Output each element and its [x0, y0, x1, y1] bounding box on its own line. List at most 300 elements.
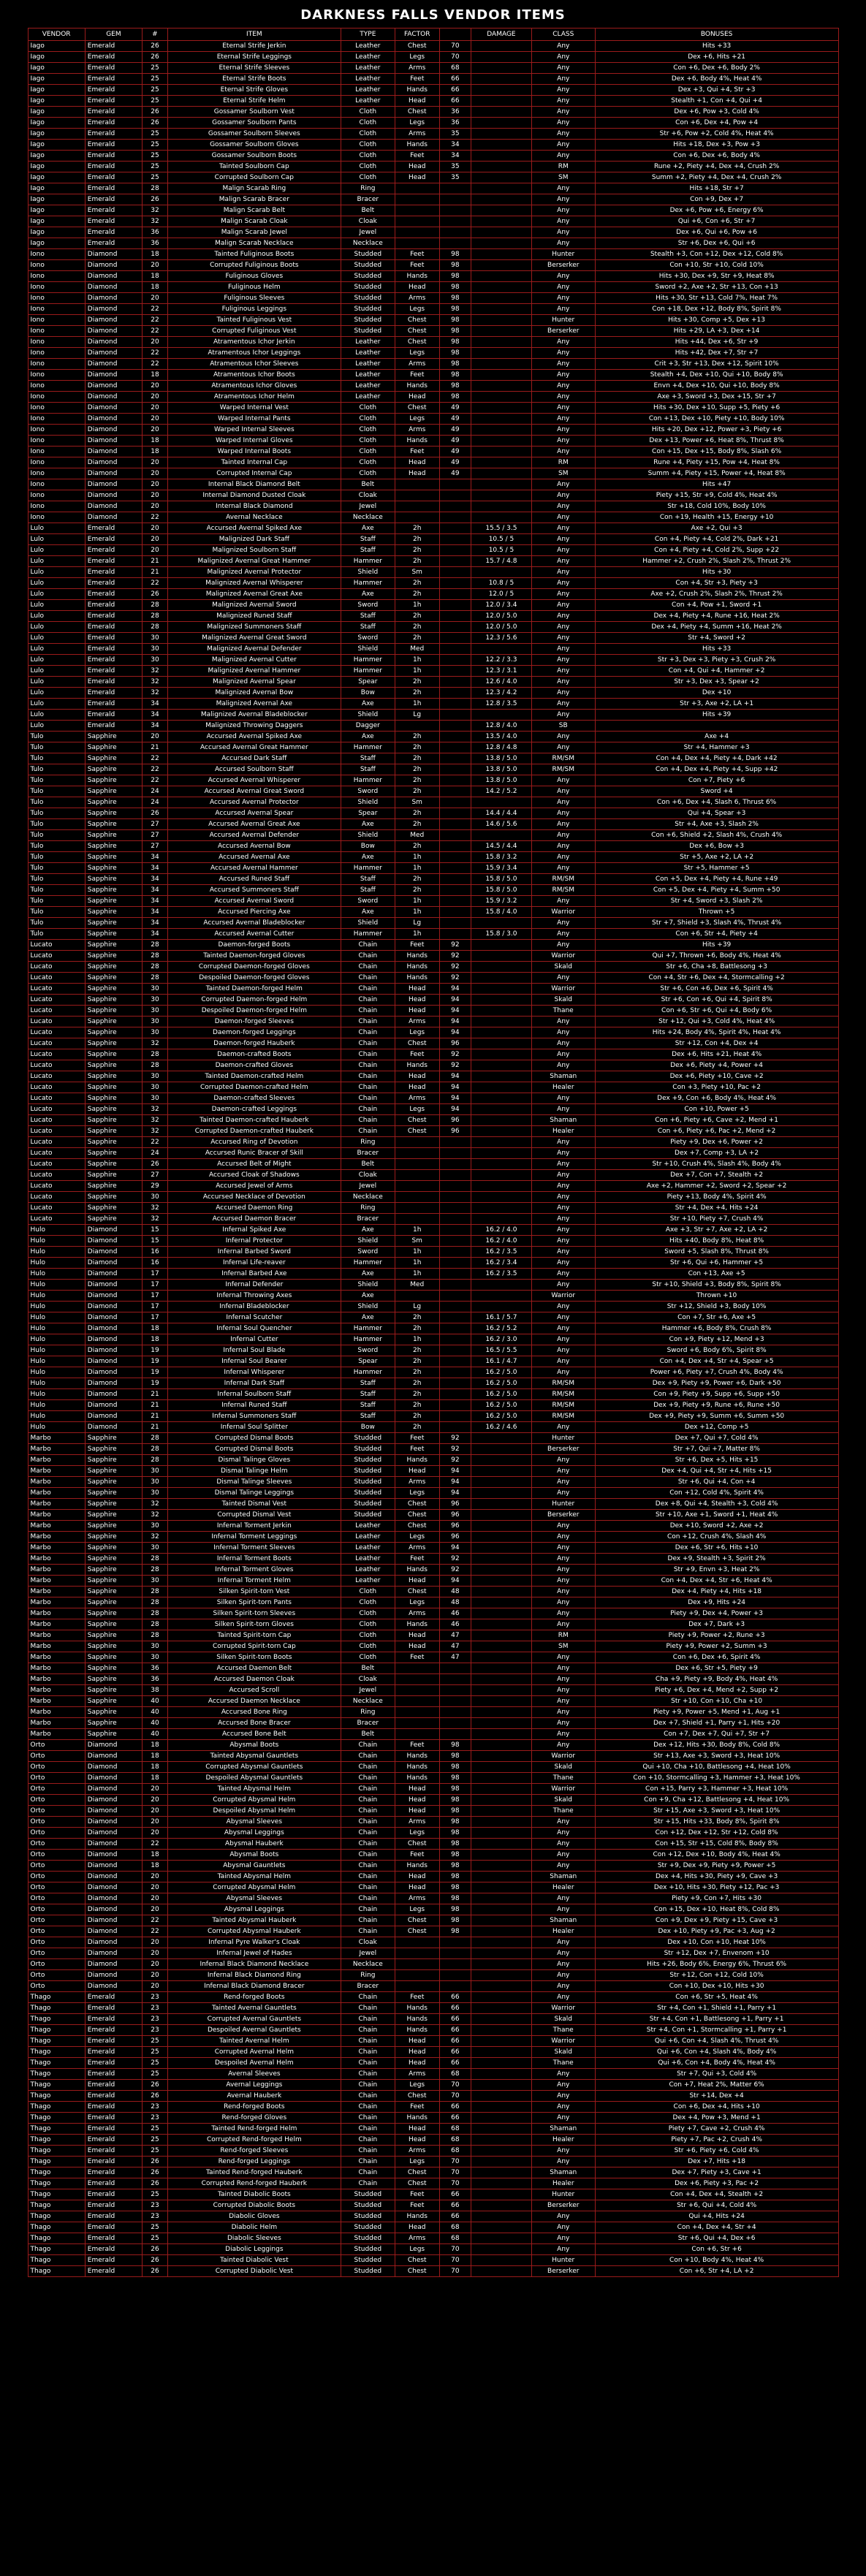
factor-value-cell: 66: [439, 2189, 471, 2200]
gem-cell: Emerald: [85, 151, 142, 162]
damage-cell: 15.8 / 5.0: [471, 885, 532, 896]
item-cell: Infernal Summoners Staff: [167, 1411, 341, 1422]
type-cell: Bracer: [341, 1718, 395, 1729]
factor-value-cell: 92: [439, 973, 471, 984]
table-row: [28, 995, 838, 1006]
vendor-cell: Lulo: [28, 688, 85, 699]
item-cell: Tainted Soulborn Cap: [167, 162, 341, 172]
table-row: [28, 1159, 838, 1170]
damage-cell: [471, 1795, 532, 1806]
gem-cell: Sapphire: [85, 852, 142, 863]
factor-value-cell: [439, 183, 471, 194]
factor-value-cell: 98: [439, 1773, 471, 1784]
number-cell: 32: [143, 1532, 168, 1543]
table-row: [28, 2047, 838, 2058]
item-cell: Eternal Strife Leggings: [167, 52, 341, 63]
item-cell: Infernal Throwing Axes: [167, 1291, 341, 1302]
item-cell: Malignized Avernal Spear: [167, 677, 341, 688]
factor-value-cell: 96: [439, 1038, 471, 1049]
item-cell: Abysmal Boots: [167, 1850, 341, 1861]
type-cell: Necklace: [341, 512, 395, 523]
damage-cell: [471, 2189, 532, 2200]
damage-cell: 13.8 / 5.0: [471, 753, 532, 764]
number-cell: 27: [143, 819, 168, 830]
gem-cell: Diamond: [85, 1378, 142, 1389]
gem-cell: Emerald: [85, 52, 142, 63]
gem-cell: Sapphire: [85, 1433, 142, 1444]
bonuses-cell: Rune +4, Piety +15, Pow +4, Heat 8%: [595, 457, 838, 468]
class-cell: Any: [531, 96, 595, 107]
table-row: [28, 918, 838, 929]
number-cell: 30: [143, 655, 168, 666]
damage-cell: [471, 1970, 532, 1981]
class-cell: Any: [531, 1992, 595, 2003]
gem-cell: Emerald: [85, 523, 142, 534]
bonuses-cell: Sword +2, Axe +2, Str +13, Con +13: [595, 282, 838, 293]
factor-cell: Chest: [395, 326, 439, 337]
table-row: [28, 183, 838, 194]
factor-cell: Head: [395, 2135, 439, 2146]
bonuses-cell: Dex +9, Con +6, Body 4%, Heat 4%: [595, 1093, 838, 1104]
vendor-cell: Iago: [28, 85, 85, 96]
gem-cell: Diamond: [85, 1422, 142, 1433]
factor-cell: Feet: [395, 1554, 439, 1565]
gem-cell: Emerald: [85, 2058, 142, 2069]
factor-cell: [395, 1170, 439, 1181]
item-cell: Despoiled Avernal Gauntlets: [167, 2025, 341, 2036]
bonuses-cell: Dex +7, Piety +3, Cave +1: [595, 2167, 838, 2178]
type-cell: Cloth: [341, 1597, 395, 1608]
item-cell: Atramentous Ichor Sleeves: [167, 359, 341, 370]
table-row: [28, 1017, 838, 1027]
gem-cell: Sapphire: [85, 1729, 142, 1740]
header-class: CLASS: [531, 29, 595, 41]
gem-cell: Sapphire: [85, 1104, 142, 1115]
factor-value-cell: [439, 1345, 471, 1356]
factor-cell: 1h: [395, 666, 439, 677]
class-cell: Any: [531, 1652, 595, 1663]
gem-cell: Sapphire: [85, 1203, 142, 1214]
type-cell: Chain: [341, 2167, 395, 2178]
vendor-cell: Lulo: [28, 633, 85, 644]
class-cell: Any: [531, 589, 595, 600]
factor-value-cell: [439, 227, 471, 238]
table-row: [28, 151, 838, 162]
table-row: [28, 896, 838, 907]
factor-value-cell: 94: [439, 1006, 471, 1017]
number-cell: 18: [143, 1751, 168, 1762]
factor-value-cell: 94: [439, 984, 471, 995]
factor-cell: 2h: [395, 1312, 439, 1323]
type-cell: Chain: [341, 2102, 395, 2113]
class-cell: Shaman: [531, 1071, 595, 1082]
bonuses-cell: Con +4, Dex +4, Str +6, Heat 4%: [595, 1576, 838, 1587]
number-cell: 24: [143, 1148, 168, 1159]
damage-cell: [471, 1071, 532, 1082]
class-cell: Warrior: [531, 907, 595, 918]
item-cell: Infernal Soul Blade: [167, 1345, 341, 1356]
item-cell: Corrupted Daemon-forged Gloves: [167, 962, 341, 973]
factor-value-cell: 98: [439, 1817, 471, 1828]
class-cell: Any: [531, 940, 595, 951]
factor-value-cell: 98: [439, 1861, 471, 1872]
number-cell: 25: [143, 2069, 168, 2080]
damage-cell: [471, 1707, 532, 1718]
type-cell: Chain: [341, 1817, 395, 1828]
type-cell: Ring: [341, 1970, 395, 1981]
damage-cell: [471, 2091, 532, 2102]
number-cell: 25: [143, 2222, 168, 2233]
table-row: [28, 1027, 838, 1038]
vendor-cell: Lulo: [28, 534, 85, 545]
gem-cell: Emerald: [85, 2113, 142, 2124]
class-cell: Any: [531, 1948, 595, 1959]
factor-value-cell: 98: [439, 282, 471, 293]
class-cell: Any: [531, 1521, 595, 1532]
factor-cell: Head: [395, 2058, 439, 2069]
damage-cell: 16.2 / 4.0: [471, 1225, 532, 1236]
class-cell: Any: [531, 2113, 595, 2124]
table-row: [28, 732, 838, 742]
table-row: [28, 1137, 838, 1148]
number-cell: 40: [143, 1729, 168, 1740]
number-cell: 22: [143, 304, 168, 315]
factor-cell: Hands: [395, 2211, 439, 2222]
type-cell: Chain: [341, 2025, 395, 2036]
gem-cell: Sapphire: [85, 896, 142, 907]
item-cell: Tainted Daemon-crafted Hauberk: [167, 1115, 341, 1126]
number-cell: 28: [143, 1587, 168, 1597]
item-cell: Daemon-crafted Gloves: [167, 1060, 341, 1071]
number-cell: 25: [143, 172, 168, 183]
damage-cell: [471, 436, 532, 447]
factor-value-cell: 66: [439, 2211, 471, 2222]
factor-value-cell: [439, 1214, 471, 1225]
table-row: [28, 721, 838, 732]
number-cell: 38: [143, 1685, 168, 1696]
factor-cell: [395, 1970, 439, 1981]
number-cell: 20: [143, 1981, 168, 1992]
class-cell: Healer: [531, 2135, 595, 2146]
vendor-cell: Iago: [28, 238, 85, 249]
bonuses-cell: Str +15, Axe +3, Sword +3, Heat 10%: [595, 1806, 838, 1817]
bonuses-cell: Str +3, Axe +2, LA +1: [595, 699, 838, 710]
item-cell: Despoiled Abysmal Helm: [167, 1806, 341, 1817]
vendor-cell: Orto: [28, 1970, 85, 1981]
item-cell: Accursed Jewel of Arms: [167, 1181, 341, 1192]
item-cell: Accursed Belt of Might: [167, 1159, 341, 1170]
gem-cell: Sapphire: [85, 1718, 142, 1729]
item-cell: Warped Internal Gloves: [167, 436, 341, 447]
bonuses-cell: Con +3, Piety +10, Pac +2: [595, 1082, 838, 1093]
table-row: [28, 677, 838, 688]
gem-cell: Emerald: [85, 622, 142, 633]
bonuses-cell: Str +13, Axe +3, Sword +3, Heat 10%: [595, 1751, 838, 1762]
table-row: [28, 468, 838, 479]
class-cell: Any: [531, 1170, 595, 1181]
gem-cell: Diamond: [85, 512, 142, 523]
factor-cell: Chest: [395, 2178, 439, 2189]
table-row: [28, 1959, 838, 1970]
bonuses-cell: Hits +26, Body 6%, Energy 6%, Thrust 6%: [595, 1959, 838, 1970]
gem-cell: Diamond: [85, 479, 142, 490]
item-cell: Daemon-crafted Sleeves: [167, 1093, 341, 1104]
table-row: [28, 1937, 838, 1948]
type-cell: Chain: [341, 1071, 395, 1082]
factor-value-cell: [439, 819, 471, 830]
factor-value-cell: 94: [439, 1466, 471, 1477]
vendor-cell: Marbo: [28, 1597, 85, 1608]
factor-value-cell: 98: [439, 1795, 471, 1806]
type-cell: Belt: [341, 205, 395, 216]
gem-cell: Sapphire: [85, 1576, 142, 1587]
gem-cell: Emerald: [85, 74, 142, 85]
gem-cell: Emerald: [85, 172, 142, 183]
number-cell: 28: [143, 940, 168, 951]
factor-cell: Feet: [395, 1850, 439, 1861]
class-cell: Any: [531, 63, 595, 74]
number-cell: 32: [143, 1203, 168, 1214]
class-cell: Any: [531, 2102, 595, 2113]
factor-cell: Hands: [395, 951, 439, 962]
damage-cell: 10.8 / 5: [471, 578, 532, 589]
table-row: [28, 52, 838, 63]
type-cell: Cloth: [341, 414, 395, 425]
factor-value-cell: [439, 885, 471, 896]
table-row: [28, 1981, 838, 1992]
damage-cell: [471, 1587, 532, 1597]
item-cell: Accursed Runic Bracer of Skill: [167, 1148, 341, 1159]
factor-cell: Legs: [395, 2157, 439, 2167]
class-cell: Any: [531, 578, 595, 589]
factor-value-cell: 66: [439, 2058, 471, 2069]
bonuses-cell: Axe +2, Qui +3: [595, 523, 838, 534]
gem-cell: Emerald: [85, 2091, 142, 2102]
number-cell: 20: [143, 260, 168, 271]
type-cell: Shield: [341, 918, 395, 929]
factor-value-cell: [439, 238, 471, 249]
gem-cell: Sapphire: [85, 1696, 142, 1707]
factor-cell: Chest: [395, 1115, 439, 1126]
class-cell: Hunter: [531, 2189, 595, 2200]
factor-cell: Head: [395, 1082, 439, 1093]
damage-cell: [471, 797, 532, 808]
bonuses-cell: Con +6, Str +4, Piety +4: [595, 929, 838, 940]
vendor-cell: Marbo: [28, 1663, 85, 1674]
number-cell: 22: [143, 348, 168, 359]
table-row: [28, 1203, 838, 1214]
table-row: [28, 315, 838, 326]
item-cell: Accursed Soulborn Staff: [167, 764, 341, 775]
vendor-cell: Orto: [28, 1850, 85, 1861]
number-cell: 22: [143, 326, 168, 337]
factor-value-cell: 49: [439, 457, 471, 468]
factor-cell: [395, 1981, 439, 1992]
type-cell: Cloth: [341, 457, 395, 468]
class-cell: Any: [531, 1685, 595, 1696]
table-row: [28, 1367, 838, 1378]
table-row: [28, 2167, 838, 2178]
gem-cell: Diamond: [85, 403, 142, 414]
item-cell: Gossamer Soulborn Sleeves: [167, 129, 341, 140]
item-cell: Warped Internal Vest: [167, 403, 341, 414]
vendor-cell: Thago: [28, 2255, 85, 2266]
gem-cell: Emerald: [85, 589, 142, 600]
class-cell: Any: [531, 1049, 595, 1060]
factor-cell: Arms: [395, 1543, 439, 1554]
class-cell: Warrior: [531, 1291, 595, 1302]
damage-cell: [471, 1203, 532, 1214]
damage-cell: [471, 1181, 532, 1192]
type-cell: Bracer: [341, 194, 395, 205]
type-cell: Axe: [341, 1291, 395, 1302]
type-cell: Leather: [341, 1576, 395, 1587]
bonuses-cell: Con +6, Dex +4, Pow +4: [595, 118, 838, 129]
type-cell: Spear: [341, 677, 395, 688]
factor-cell: Head: [395, 2047, 439, 2058]
item-cell: Silken Spirit-torn Vest: [167, 1587, 341, 1597]
table-row: [28, 1904, 838, 1915]
number-cell: 32: [143, 677, 168, 688]
bonuses-cell: Con +13, Dex +10, Piety +10, Body 10%: [595, 414, 838, 425]
class-cell: Shaman: [531, 1872, 595, 1882]
factor-cell: 1h: [395, 1247, 439, 1258]
gem-cell: Sapphire: [85, 1082, 142, 1093]
item-cell: Daemon-forged Boots: [167, 940, 341, 951]
item-cell: Infernal Torment Gloves: [167, 1565, 341, 1576]
gem-cell: Sapphire: [85, 1455, 142, 1466]
type-cell: Belt: [341, 1159, 395, 1170]
vendor-cell: Marbo: [28, 1554, 85, 1565]
factor-value-cell: [439, 523, 471, 534]
factor-cell: [395, 227, 439, 238]
gem-cell: Sapphire: [85, 1060, 142, 1071]
bonuses-cell: Str +4, Sword +2: [595, 633, 838, 644]
item-cell: Accursed Avernal Hammer: [167, 863, 341, 874]
factor-cell: Hands: [395, 2014, 439, 2025]
damage-cell: 16.2 / 5.0: [471, 1400, 532, 1411]
type-cell: Cloth: [341, 447, 395, 457]
vendor-cell: Marbo: [28, 1587, 85, 1597]
number-cell: 34: [143, 929, 168, 940]
gem-cell: Diamond: [85, 293, 142, 304]
bonuses-cell: Power +6, Piety +7, Crush 4%, Body 4%: [595, 1367, 838, 1378]
vendor-cell: Iago: [28, 227, 85, 238]
item-cell: Gossamer Soulborn Boots: [167, 151, 341, 162]
number-cell: 24: [143, 786, 168, 797]
class-cell: Any: [531, 512, 595, 523]
class-cell: Skald: [531, 1795, 595, 1806]
item-cell: Rend-forged Leggings: [167, 2157, 341, 2167]
number-cell: 20: [143, 1882, 168, 1893]
table-row: [28, 2102, 838, 2113]
vendor-cell: Marbo: [28, 1488, 85, 1499]
factor-value-cell: [439, 1225, 471, 1236]
gem-cell: Emerald: [85, 2211, 142, 2222]
factor-cell: Chest: [395, 1038, 439, 1049]
damage-cell: [471, 249, 532, 260]
vendor-cell: Lucato: [28, 1170, 85, 1181]
damage-cell: 16.1 / 4.7: [471, 1356, 532, 1367]
bonuses-cell: Con +4, Dex +4, Str +4, Spear +5: [595, 1356, 838, 1367]
class-cell: Any: [531, 381, 595, 392]
table-row: [28, 863, 838, 874]
bonuses-cell: Dex +8, Qui +4, Stealth +3, Cold 4%: [595, 1499, 838, 1510]
gem-cell: Emerald: [85, 2047, 142, 2058]
type-cell: Leather: [341, 63, 395, 74]
gem-cell: Sapphire: [85, 1148, 142, 1159]
bonuses-cell: Con +6, Piety +6, Cave +2, Mend +1: [595, 1115, 838, 1126]
class-cell: Any: [531, 1839, 595, 1850]
factor-cell: Hands: [395, 1455, 439, 1466]
table-row: [28, 1696, 838, 1707]
bonuses-cell: Con +9, Piety +9, Supp +6, Supp +50: [595, 1389, 838, 1400]
class-cell: Any: [531, 819, 595, 830]
factor-cell: 1h: [395, 907, 439, 918]
factor-cell: 2h: [395, 808, 439, 819]
item-cell: Infernal Scutcher: [167, 1312, 341, 1323]
table-row: [28, 85, 838, 96]
factor-value-cell: [439, 1685, 471, 1696]
factor-cell: 1h: [395, 1258, 439, 1269]
bonuses-cell: Con +15, Dex +15, Body 8%, Slash 6%: [595, 447, 838, 457]
factor-value-cell: [439, 1718, 471, 1729]
item-cell: Abysmal Leggings: [167, 1828, 341, 1839]
table-row: [28, 1970, 838, 1981]
table-row: [28, 545, 838, 556]
gem-cell: Emerald: [85, 2157, 142, 2167]
gem-cell: Diamond: [85, 1937, 142, 1948]
item-cell: Tainted Rend-forged Helm: [167, 2124, 341, 2135]
damage-cell: [471, 1565, 532, 1576]
number-cell: 27: [143, 841, 168, 852]
bonuses-cell: Dex +7, Con +7, Stealth +2: [595, 1170, 838, 1181]
bonuses-cell: Hits +29, LA +3, Dex +14: [595, 326, 838, 337]
factor-cell: 2h: [395, 732, 439, 742]
bonuses-cell: Str +6, Qui +6, Hammer +5: [595, 1258, 838, 1269]
bonuses-cell: Con +10, Stormcalling +3, Hammer +3, Heat 10%: [595, 1773, 838, 1784]
damage-cell: [471, 1861, 532, 1872]
number-cell: 30: [143, 1477, 168, 1488]
bonuses-cell: Con +15, Dex +10, Heat 8%, Cold 8%: [595, 1904, 838, 1915]
vendor-cell: Orto: [28, 1893, 85, 1904]
type-cell: Cloth: [341, 1608, 395, 1619]
item-cell: Accursed Scroll: [167, 1685, 341, 1696]
damage-cell: [471, 1576, 532, 1587]
item-cell: Dismal Talinge Helm: [167, 1466, 341, 1477]
table-row: [28, 1006, 838, 1017]
gem-cell: Diamond: [85, 359, 142, 370]
damage-cell: [471, 2124, 532, 2135]
item-cell: Accursed Avernal Cutter: [167, 929, 341, 940]
type-cell: Chain: [341, 1795, 395, 1806]
class-cell: Any: [531, 2157, 595, 2167]
damage-cell: [471, 1937, 532, 1948]
number-cell: 32: [143, 1038, 168, 1049]
damage-cell: 15.9 / 3.4: [471, 863, 532, 874]
bonuses-cell: Axe +3, Str +7, Axe +2, LA +2: [595, 1225, 838, 1236]
bonuses-cell: Sword +6, Body 6%, Spirit 8%: [595, 1345, 838, 1356]
factor-cell: 2h: [395, 841, 439, 852]
class-cell: Skald: [531, 995, 595, 1006]
factor-value-cell: 92: [439, 951, 471, 962]
factor-value-cell: [439, 1269, 471, 1280]
table-row: [28, 1872, 838, 1882]
type-cell: Studded: [341, 293, 395, 304]
type-cell: Dagger: [341, 721, 395, 732]
factor-cell: Feet: [395, 1652, 439, 1663]
vendor-cell: Iono: [28, 403, 85, 414]
